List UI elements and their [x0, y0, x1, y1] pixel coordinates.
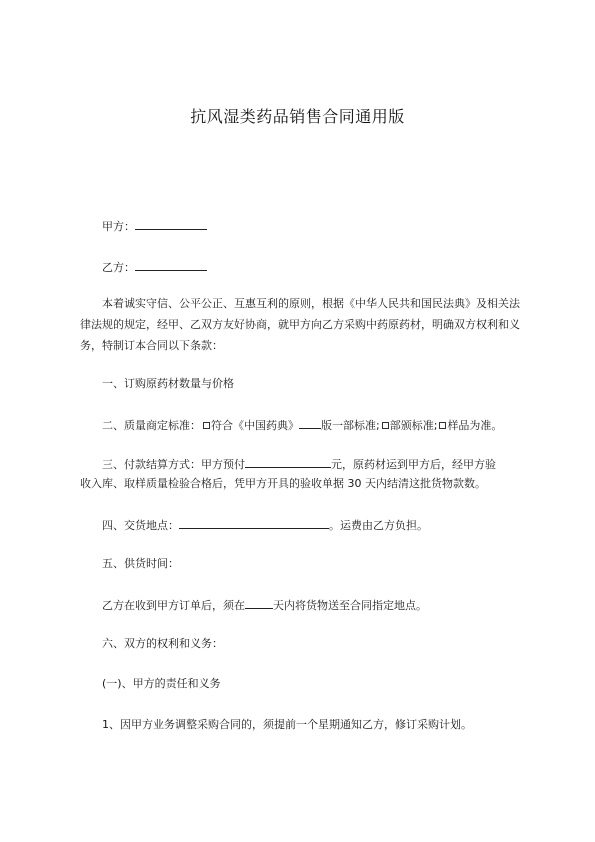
section-6-subheading-1: (一)、甲方的责任和义务 [102, 677, 221, 690]
section-2-prefix: 二、质量商定标准： [102, 419, 201, 432]
party-a-blank [135, 218, 207, 230]
prepayment-blank [245, 456, 331, 468]
document-title: 抗风湿类药品销售合同通用版 [190, 107, 405, 126]
section-5-detail-b: 天内将货物送至合同指定地点。 [273, 599, 427, 612]
section-5-heading: 五、供货时间： [102, 557, 179, 570]
party-a-line [102, 218, 207, 234]
delivery-location-blank [179, 517, 329, 529]
section-3-line-1 [102, 456, 496, 472]
section-3-text-b: 元，原药材运到甲方后，经甲方验 [331, 458, 496, 471]
section-1-heading: 一、订购原药材数量与价格 [102, 377, 234, 390]
section-2-option-1b: 版一部标准; [321, 419, 380, 432]
section-5-detail-a: 乙方在收到甲方订单后，须在 [102, 599, 245, 612]
party-b-label: 乙方： [102, 261, 135, 274]
party-b-blank [135, 259, 207, 271]
party-b-line [102, 259, 207, 275]
section-2-line [102, 417, 502, 433]
edition-blank [299, 417, 321, 429]
section-3-line-2: 收入库、取样质量检验合格后，凭甲方开具的验收单据 30 天内结清这批货物款数。 [80, 477, 486, 490]
section-6-heading: 六、双方的权利和义务： [102, 637, 223, 650]
section-2-option-3: 样品为准。 [447, 419, 503, 432]
intro-paragraph: 本着诚实守信、公平公正、互惠互利的原则，根据《中华人民共和国民法典》及相关法律法规的规定，经甲、乙双方友好协商，就甲方向乙方采购中药原药材，明确双方权利和义务，特制订本合同以下条款： [80, 297, 520, 352]
section-4-line [102, 517, 428, 533]
section-6-item-1: 1、因甲方业务调整采购合同的，须提前一个星期通知乙方，修订采购计划。 [102, 718, 472, 731]
checkbox-sample-standard [439, 422, 446, 429]
checkbox-pharmacopoeia [203, 422, 210, 429]
section-2-option-1a: 符合《中国药典》 [211, 419, 299, 432]
days-blank [245, 597, 273, 609]
section-4-text-b: 。运费由乙方负担。 [329, 519, 428, 532]
section-2-option-2: 部颁标准; [389, 419, 438, 432]
section-3-text-a: 三、付款结算方式：甲方预付 [102, 458, 245, 471]
party-a-label: 甲方： [102, 220, 135, 233]
section-5-detail [102, 597, 427, 613]
section-4-text-a: 四、交货地点： [102, 519, 179, 532]
checkbox-ministry-standard [382, 422, 389, 429]
